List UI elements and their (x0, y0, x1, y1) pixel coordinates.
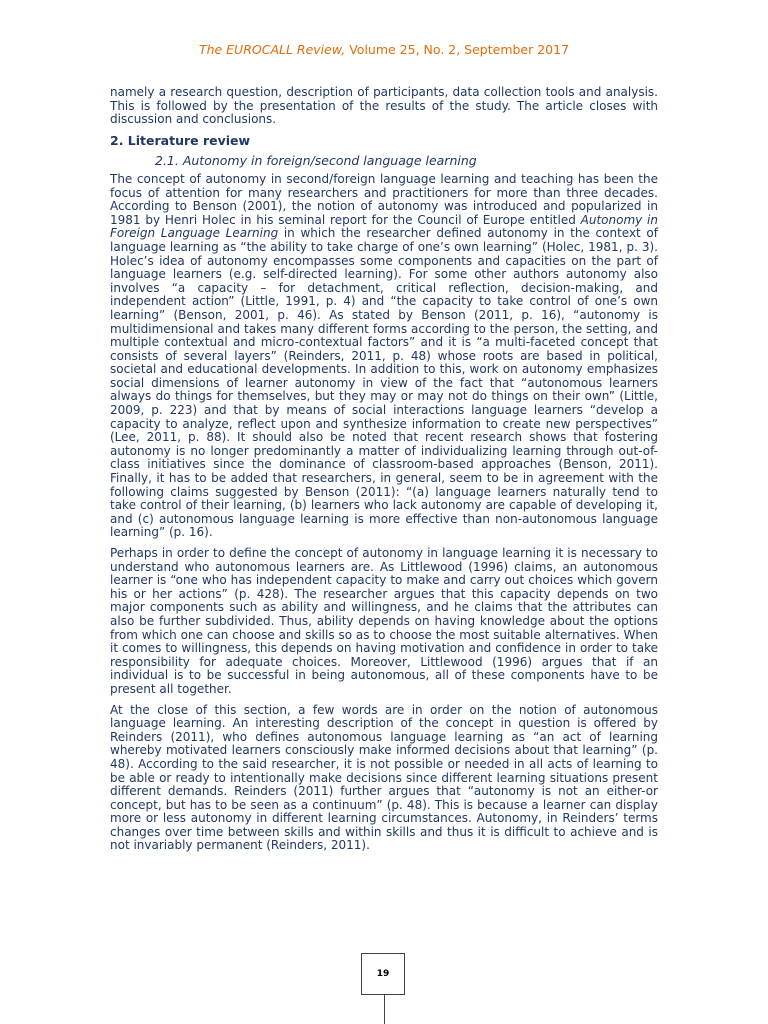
journal-name: The EUROCALL Review, (198, 42, 346, 57)
paragraph-part-after-title: in which the researcher defined autonomy in the context of language learning as “the ability to take charge of one’s own learning” (Holec, 1981, p. 3). Holec’s idea of autonomy encompasses some components and capacities on the part of language learners (e.g. self-directed learning). For some other authors autonomy also involves “a capacity – for detachment, critical reflection, decision-making, and independent action” (Little, 1991, p. 4) and “the capacity to take control of one’s own learning” (Benson, 2001, p. 46). As stated by Benson (2011, p. 16), “autonomy is multidimensional and takes many different forms according to the person, the setting, and multiple contextual and micro-contextual factors” and it is “a multi-faceted concept that consists of several layers” (Reinders, 2011, p. 48) whose roots are based in political, societal and educational developments. In addition to this, work on autonomy emphasizes social dimensions of learner autonomy in view of the fact that “autonomous learners always do things for themselves, but they may or may not do things on their own” (Little, 2009, p. 223) and that by means of social interactions language learners “develop a capacity to analyze, reflect upon and synthesize information to create new perspectives” (Lee, 2011, p. 88). It should also be noted that recent research shows that fostering autonomy is no longer predominantly a matter of individualizing learning through out-of-class initiatives since the dominance of classroom-based approaches (Benson, 2011). Finally, it has to be added that researchers, in general, seem to be in agreement with the following claims suggested by Benson (2011): “(a) language learners naturally tend to take control of their learning, (b) learners who lack autonomy are capable of developing it, and (c) autonomous language learning is more effective than non-autonomous language learning” (p. 16). (110, 226, 658, 540)
page-number-box (361, 953, 405, 995)
subsection-heading: 2.1. Autonomy in foreign/second language learning (155, 153, 477, 169)
article-body (110, 86, 658, 860)
page-number-stem-line (384, 995, 385, 1024)
paragraph-part-before-title: The concept of autonomy in second/foreign language learning and teaching has been the focus of attention for many researchers and practitioners for more than three decades. According to Benson (2001), the notion of autonomy was introduced and popularized in 1981 by Henri Holec in his seminal report for the Council of Europe entitled (110, 171, 658, 227)
intro-paragraph: namely a research question, description of participants, data collection tools and analysis. This is followed by the presentation of the results of the study. The article closes with discussion and conclusions. (110, 85, 658, 127)
paragraph-autonomous-language-learning: At the close of this section, a few words are in order on the notion of autonomous language learning. An interesting description of the concept in question is offered by Reinders (2011), who defines autonomous language learning as “an act of learning whereby motivated learners consciously make informed decisions about that learning” (p. 48). According to the said researcher, it is not possible or needed in all acts of learning to be able or ready to intentionally make decisions since different learning situations present different demands. Reinders (2011) further argues that “autonomy is not an either-or concept, but has to be seen as a continuum” (p. 48). This is because a learner can display more or less autonomy in different learning circumstances. Autonomy, in Reinders’ terms changes over time between skills and within skills and thus it is difficult to achieve and is not invariably permanent (Reinders, 2011). (110, 702, 658, 853)
page-number: 19 (376, 969, 390, 979)
running-header (0, 42, 768, 57)
section-heading: 2. Literature review (110, 132, 251, 148)
paragraph-autonomy-concept (110, 173, 658, 540)
issue-info: Volume 25, No. 2, September 2017 (345, 42, 570, 57)
book-title: Autonomy in Foreign Language Learning (110, 212, 658, 241)
paragraph-autonomous-learners: Perhaps in order to define the concept of autonomy in language learning it is necessary to understand who autonomous learners are. As Littlewood (1996) claims, an autonomous learner is “one who has independent capacity to make and carry out choices which govern his or her actions” (p. 428). The researcher argues that this capacity depends on two major components such as ability and willingness, and he claims that the attributes can also be further subdivided. Thus, ability depends on having knowledge about the options from which one can choose and skills so as to choose the most suitable alternatives. When it comes to willingness, this depends on having motivation and confidence in order to take responsibility for adequate choices. Moreover, Littlewood (1996) argues that if an individual is to be successful in being autonomous, all of these components have to be present all together. (110, 546, 658, 696)
